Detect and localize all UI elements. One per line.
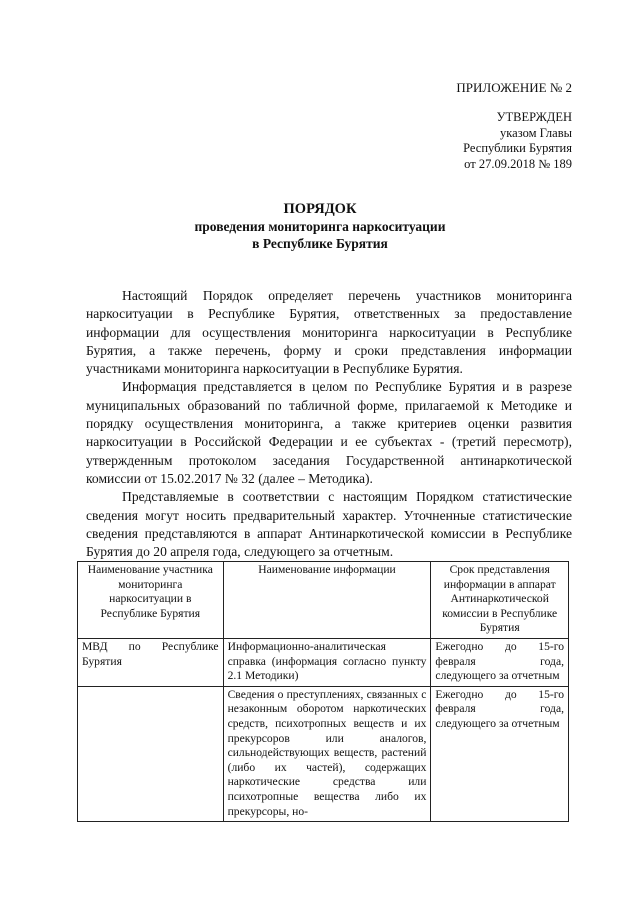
- title-line-1: ПОРЯДОК: [283, 201, 357, 217]
- body-text: [86, 287, 572, 561]
- table-row: [78, 638, 569, 686]
- cell-information: Сведения о преступлениях, связанных с незаконным оборотом наркотических средств, психотропных веществ и их прекурсоров или аналогов, сильнодействующих веществ, растений (либо их частей), содержащих наркотические средства или психотропные вещества либо их прекурсоры, но-: [223, 686, 431, 821]
- header-participant: Наименование участника мониторинга наркоситуации в Республике Бурятия: [78, 562, 224, 639]
- cell-deadline: Ежегодно до 15-го февраля года, следующего за отчетным: [431, 686, 569, 821]
- date-number-label: от 27.09.2018 № 189: [464, 156, 572, 171]
- table-row: [78, 686, 569, 821]
- approval-stamp: [463, 110, 572, 172]
- paragraph: Настоящий Порядок определяет перечень участников мониторинга наркоситуации в Республике Бурятия, ответственных за предоставление информации для осуществления мониторинга наркоситуации в Республике Бурятия, а также перечень, форму и сроки представления информации участниками мониторинга наркоситуации в Республике Бурятия.: [86, 288, 572, 377]
- header-deadline: Срок представления информации в аппарат Антинаркотической комиссии в Республике Бурятия: [431, 562, 569, 639]
- table-header-row: [78, 562, 569, 639]
- paragraph: Информация представляется в целом по Республике Бурятия и в разрезе муниципальных образований по табличной форме, прилагаемой к Методике и порядку осуществления мониторинга, а также критериев оценки развития наркоситуации в Российской Федерации и ее субъектах - (третий пересмотр), утвержденным протоколом заседания Государственной антинаркотической комиссии от 15.02.2017 № 32 (далее – Методика).: [86, 379, 572, 486]
- header-information: Наименование информации: [223, 562, 431, 639]
- title-line-3: в Республике Бурятия: [252, 236, 388, 251]
- paragraph: Представляемые в соответствии с настоящим Порядком статистические сведения могут носить предварительный характер. Уточненные статистические сведения представляются в аппарат Антинаркотической комиссии в Республике Бурятия до 20 апреля года, следующего за отчетным.: [86, 489, 572, 560]
- title-line-2: проведения мониторинга наркоситуации: [194, 219, 446, 234]
- cell-participant: МВД по Республике Бурятия: [78, 638, 224, 686]
- cell-participant: [78, 686, 224, 821]
- monitoring-table: [77, 561, 569, 822]
- decree-label: указом Главы: [500, 125, 572, 140]
- cell-deadline: Ежегодно до 15-го февраля года, следующего за отчетным: [431, 638, 569, 686]
- republic-label: Республики Бурятия: [463, 141, 572, 155]
- cell-information: Информационно-аналитическая справка (информация согласно пункту 2.1 Методики): [223, 638, 431, 686]
- appendix-label: ПРИЛОЖЕНИЕ № 2: [456, 80, 572, 95]
- document-title: [0, 200, 640, 252]
- approved-label: УТВЕРЖДЕН: [496, 110, 572, 124]
